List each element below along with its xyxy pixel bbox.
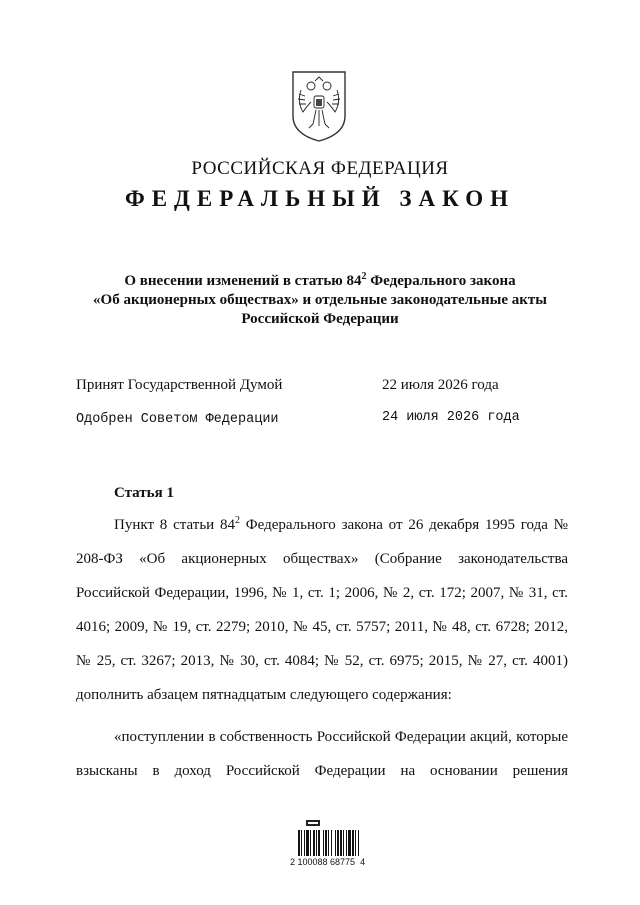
barcode-number: 2 100088 68775 4 [290,857,366,867]
title-line-1: О внесении изменений в статью $84^2$ Федерального закона [124,271,516,289]
duma-adoption-label: Принят Государственной Думой [76,377,283,393]
country-heading: РОССИЙСКАЯ ФЕДЕРАЦИЯ [191,158,449,179]
document-type-heading: ФЕДЕРАЛЬНЫЙ ЗАКОН [124,186,516,211]
article-paragraph-1: Пункт 8 статьи $84^2$ Федерального закона от 26 декабря 1995 года № 208-ФЗ «Об акционерных обществах» (Собрание законодательства Российской Федерации, 1996, № 1, ст. 1; 2006, № 2, ст. 172; 2007, № 31, ст. 4016; 2009, № 19, ст. 2279; 2010, № 45, ст. 5757; 2011, № 48, ст. 6728; 2012, № 25, ст. 3267; 2013, № 30, ст. 4084; № 52, ст. 6975; 2015, № 27, ст. 4001) дополнить абзацем пятнадцатым следующего содержания: [76,515,568,703]
article-paragraph-2: «поступлении в собственность Российской Федерации акций, которые взысканы в доход Российской Федерации на основании решения [76,729,568,779]
title-line-2: «Об акционерных обществах» и отдельные законодательные акты [93,292,547,308]
coat-of-arms-emblem [289,68,349,144]
council-approval-label: Одобрен Советом Федерации [76,412,279,427]
title-line-3: Российской Федерации [241,311,399,327]
duma-adoption-date: 22 июля 2026 года [382,377,499,393]
law-title [80,272,560,329]
article-heading: Статья 1 [114,485,174,501]
council-approval-date: 24 июля 2026 года [382,410,520,425]
